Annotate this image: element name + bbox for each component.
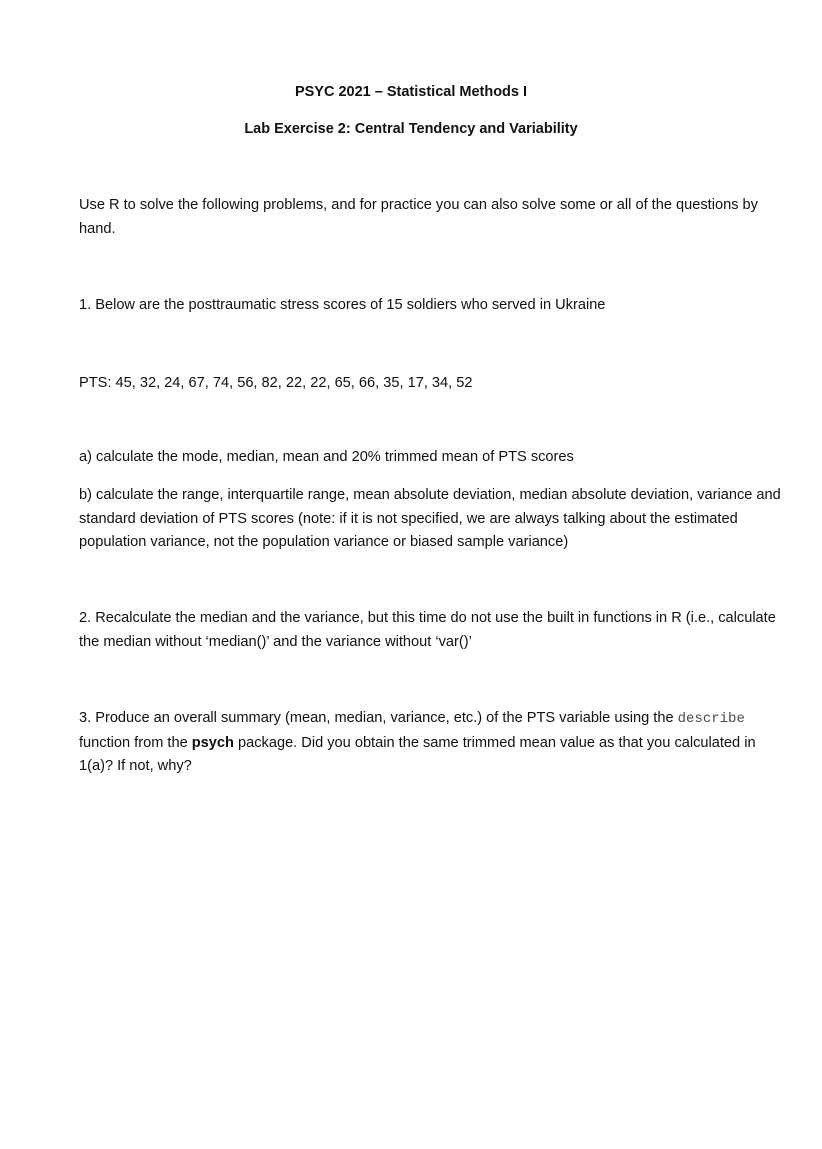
describe-code: describe <box>677 711 745 727</box>
question-1a: a) calculate the mode, median, mean and 20% trimmed mean of PTS scores <box>79 449 574 465</box>
pts-data-line: PTS: 45, 32, 24, 67, 74, 56, 82, 22, 22, 65, 66, 35, 17, 34, 52 <box>79 375 473 391</box>
question-1-prompt: 1. Below are the posttraumatic stress scores of 15 soldiers who served in Ukraine <box>79 297 606 313</box>
course-title: PSYC 2021 – Statistical Methods I <box>294 84 528 100</box>
lab-title: Lab Exercise 2: Central Tendency and Variability <box>244 121 578 136</box>
question-3-text-start: 3. Produce an overall summary (mean, median, variance, etc.) of the PTS variable using the <box>79 710 678 726</box>
psych-package-name: psych <box>191 734 234 751</box>
question-1b: b) calculate the range, interquartile range, mean absolute deviation, median absolute deviation, variance and standard deviation of PTS scores (note: if it is not specified, we are always talking about the estimated population variance, not the population variance or biased sample variance) <box>79 487 781 550</box>
question-3-text-end: package. Did you obtain the same trimmed mean value as that you calculated in 1(a)? If not, why? <box>79 734 756 774</box>
question-3-text-middle: function from the <box>79 734 192 751</box>
question-3 <box>79 707 785 779</box>
intro-paragraph: Use R to solve the following problems, and for practice you can also solve some or all of the questions by hand. <box>79 197 758 237</box>
question-2: 2. Recalculate the median and the variance, but this time do not use the built in functions in R (i.e., calculate the median without ‘median()’ and the variance without ‘var()’ <box>79 610 776 650</box>
